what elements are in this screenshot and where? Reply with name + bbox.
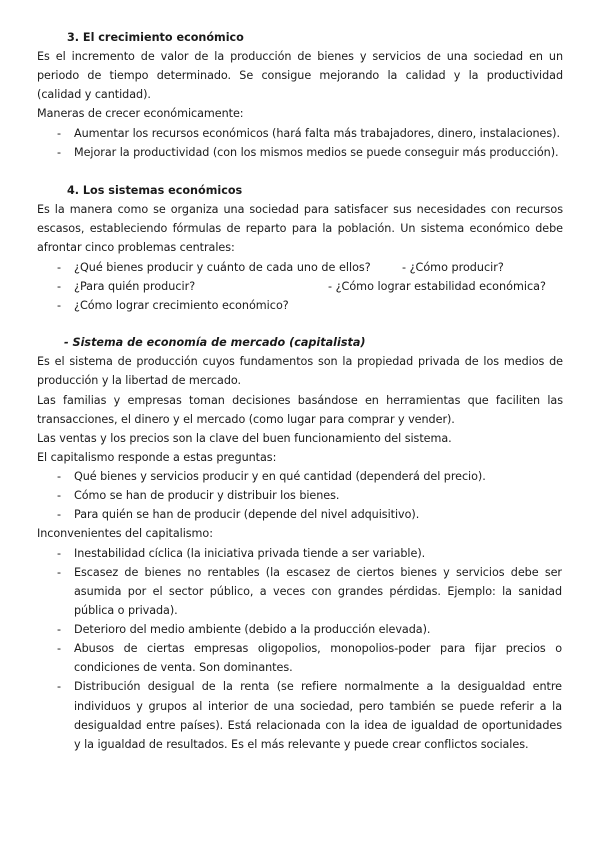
- paragraph-line: producción y la libertad de mercado.: [37, 374, 241, 387]
- paragraph-line: El capitalismo responde a estas preguntas:: [37, 451, 277, 464]
- list-item-line: asumida por el sector público, a veces con grandes pérdidas. Ejemplo: la sanidad: [74, 585, 562, 598]
- list-item: - ¿Cómo producir?: [402, 261, 504, 274]
- list-item-line: Escasez de bienes no rentables (la escasez de ciertos bienes y servicios debe ser: [74, 566, 562, 579]
- paragraph-line: escasos, estableciendo fórmulas de reparto para la población. Un sistema económico debe: [37, 222, 563, 235]
- list-item: Aumentar los recursos económicos (hará falta más trabajadores, dinero, instalaciones).: [74, 127, 560, 140]
- list-item-line: Distribución desigual de la renta (se refiere normalmente a la desigualdad entre: [74, 680, 562, 693]
- bullet-dash: -: [57, 642, 62, 655]
- paragraph-line: periodo de tiempo determinado. Se consigue mejorando la calidad y la productividad: [37, 69, 563, 82]
- paragraph-line: Las ventas y los precios son la clave del buen funcionamiento del sistema.: [37, 432, 452, 445]
- list-item: Mejorar la productividad (con los mismos medios se puede conseguir más producción).: [74, 146, 559, 159]
- paragraph-line: transacciones, el dinero y el mercado (como lugar para comprar y vender).: [37, 413, 455, 426]
- paragraph-line: Inconvenientes del capitalismo:: [37, 527, 213, 540]
- paragraph-line: Es la manera como se organiza una sociedad para satisfacer sus necesidades con recursos: [37, 203, 563, 216]
- bullet-dash: -: [57, 146, 62, 159]
- bullet-dash: -: [57, 508, 62, 521]
- list-item-line: y la igualdad de resultados. Es el más relevante y puede crear conflictos sociales.: [74, 738, 529, 751]
- list-item: ¿Qué bienes producir y cuánto de cada uno de ellos?: [74, 261, 371, 274]
- list-item: Cómo se han de producir y distribuir los bienes.: [74, 489, 340, 502]
- list-item: Deterioro del medio ambiente (debido a la producción elevada).: [74, 623, 431, 636]
- paragraph-line: Es el sistema de producción cuyos fundamentos son la propiedad privada de los medios de: [37, 355, 563, 368]
- list-item-line: pública o privada).: [74, 604, 178, 617]
- heading-sistemas: 4. Los sistemas económicos: [67, 184, 243, 197]
- paragraph-line: afrontar cinco problemas centrales:: [37, 241, 235, 254]
- paragraph-line: Las familias y empresas toman decisiones basándose en herramientas que faciliten las: [37, 394, 563, 407]
- bullet-dash: -: [57, 299, 62, 312]
- paragraph-line: Maneras de crecer económicamente:: [37, 107, 244, 120]
- bullet-dash: -: [57, 623, 62, 636]
- list-item: ¿Para quién producir?: [74, 280, 196, 293]
- list-item-line: individuos y grupos al interior de una sociedad, pero también se puede referir a la: [74, 700, 562, 713]
- list-item-line: Abusos de ciertas empresas oligopolios, monopolios-poder para fijar precios o: [74, 642, 562, 655]
- list-item-line: condiciones de venta. Son dominantes.: [74, 661, 293, 674]
- paragraph-line: Es el incremento de valor de la producción de bienes y servicios de una sociedad en un: [37, 50, 563, 63]
- bullet-dash: -: [57, 127, 62, 140]
- list-item: Para quién se han de producir (depende del nivel adquisitivo).: [74, 508, 420, 521]
- heading-economia-mercado: - Sistema de economía de mercado (capitalista): [64, 336, 366, 349]
- list-item: Qué bienes y servicios producir y en qué cantidad (dependerá del precio).: [74, 470, 486, 483]
- bullet-dash: -: [57, 470, 62, 483]
- list-item: Inestabilidad cíclica (la iniciativa privada tiende a ser variable).: [74, 547, 426, 560]
- bullet-dash: -: [57, 280, 62, 293]
- bullet-dash: -: [57, 261, 62, 274]
- heading-crecimiento: 3. El crecimiento económico: [67, 31, 244, 44]
- bullet-dash: -: [57, 566, 62, 579]
- bullet-dash: -: [57, 489, 62, 502]
- bullet-dash: -: [57, 547, 62, 560]
- bullet-dash: -: [57, 680, 62, 693]
- paragraph-line: (calidad y cantidad).: [37, 88, 151, 101]
- list-item: ¿Cómo lograr crecimiento económico?: [74, 299, 289, 312]
- list-item: - ¿Cómo lograr estabilidad económica?: [328, 280, 546, 293]
- list-item-line: desigualdad entre países). Está relacionada con la idea de igualdad de oportunidades: [74, 719, 562, 732]
